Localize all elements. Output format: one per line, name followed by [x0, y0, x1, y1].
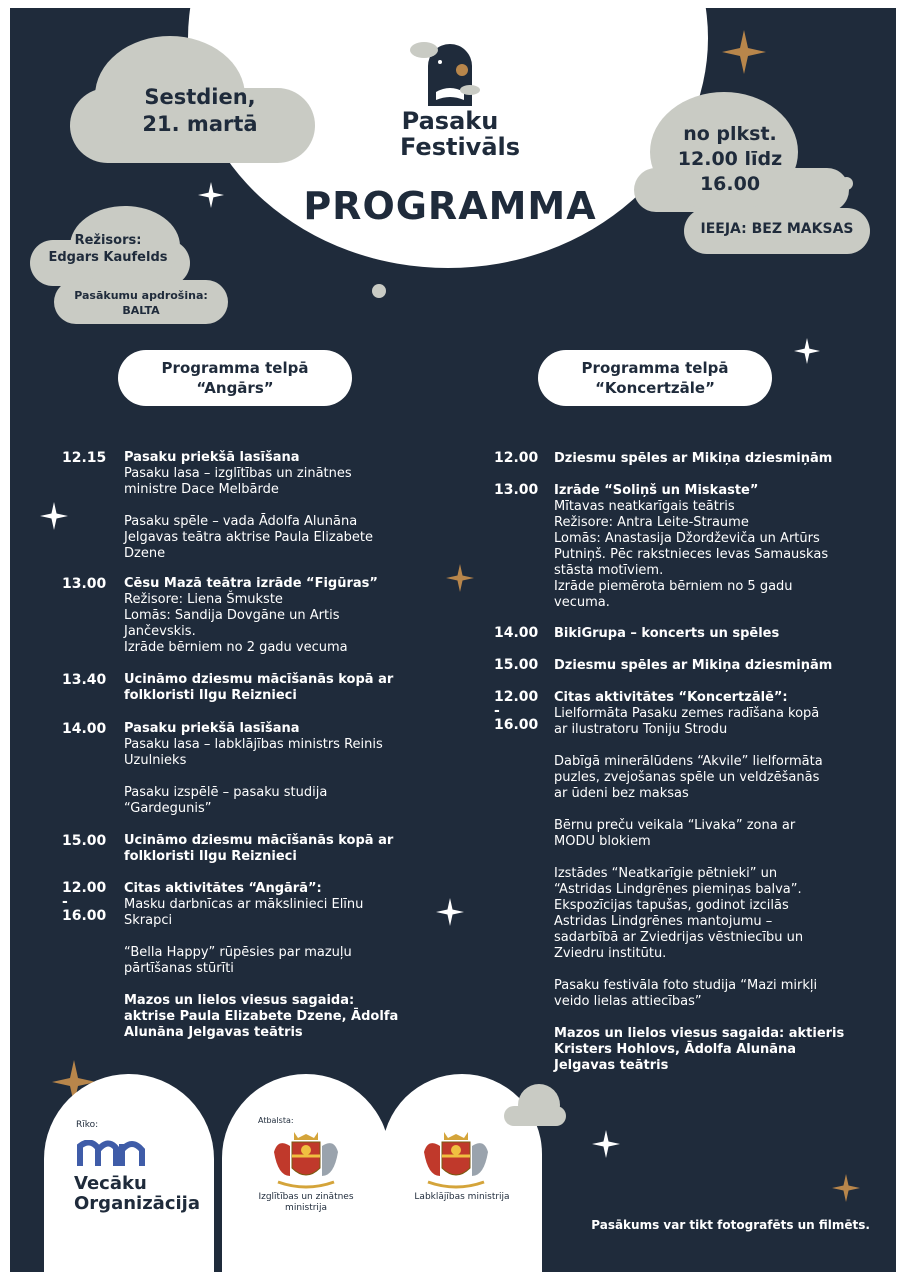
program-item: [554, 483, 854, 611]
director-name: Edgars Kaufelds: [48, 250, 168, 265]
time-end: 16.00: [62, 908, 107, 924]
time-label: 14.00: [62, 721, 107, 737]
heading-koncertzale: [538, 350, 772, 406]
director-label: Režisors:: [74, 233, 142, 248]
dot-1: [372, 284, 386, 298]
item-title: Mazos un lielos viesus sagaida:: [124, 993, 355, 1008]
program-item: [124, 576, 424, 656]
director: [38, 232, 178, 266]
ministry-1: [238, 1192, 374, 1214]
organizer-label: Rīko:: [76, 1120, 99, 1130]
coat-of-arms-icon: [418, 1130, 494, 1192]
item-title: Citas aktivitātes “Angārā”:: [124, 881, 322, 896]
heading-angars-line2: “Angārs”: [196, 379, 274, 397]
item-line: “Gardegunis”: [124, 801, 212, 816]
item-line: “Bella Happy” rūpēsies par mazuļu: [124, 945, 352, 960]
program-item: [124, 833, 424, 865]
time-label: 12.00: [494, 450, 539, 466]
item-line: Dzene: [124, 546, 166, 561]
item-line: Lielformāta Pasaku zemes radīšana kopā: [554, 706, 820, 721]
time-end: 16.00: [494, 717, 539, 733]
star-icon: [436, 898, 464, 926]
item-line: Izstādes “Neatkarīgie pētnieki” un: [554, 866, 778, 881]
time-range: [62, 881, 106, 923]
item-title: Mazos un lielos viesus sagaida: aktieris: [554, 1026, 845, 1041]
item-line: puzles, zvejošanas spēle un veldzēšanās: [554, 770, 820, 785]
moon-book-icon: [410, 32, 490, 108]
date-line2: 21. martā: [142, 112, 258, 136]
item-line: Jelgavas teātra aktrise Paula Elizabete: [124, 530, 374, 545]
item-title: Citas aktivitātes “Koncertzālē”:: [554, 690, 788, 705]
item-line: Pasaku izspēlē – pasaku studija: [124, 785, 328, 800]
star-icon: [832, 1174, 860, 1202]
item-title: folkloristi Ilgu Reiznieci: [124, 849, 297, 864]
program-item: [124, 672, 424, 704]
item-line: Lomās: Sandija Dovgāne un Artis: [124, 608, 340, 623]
item-line: Uzulnieks: [124, 753, 187, 768]
program-item: [124, 881, 424, 1041]
event-time: [640, 122, 820, 197]
program-item: [124, 721, 424, 817]
item-line: MODU blokiem: [554, 834, 651, 849]
item-title: Ucināmo dziesmu mācīšanās kopā ar: [124, 672, 394, 687]
time-dash: -: [494, 703, 500, 719]
star-icon: [722, 30, 766, 74]
insurer-label: Pasākumu apdrošina:: [74, 289, 208, 302]
item-line: veido lielas attiecības”: [554, 994, 702, 1009]
time-label: 15.00: [62, 833, 107, 849]
item-line: Skrapci: [124, 913, 173, 928]
item-title: Jelgavas teātris: [554, 1058, 669, 1073]
item-line: Mītavas neatkarīgais teātris: [554, 499, 735, 514]
poster: [10, 8, 896, 1272]
page-title: PROGRAMMA: [303, 184, 597, 228]
item-title: Pasaku priekšā lasīšana: [124, 721, 300, 736]
item-title: Dziesmu spēles ar Mikiņa dziesmiņām: [554, 451, 833, 466]
supporter-label: Atbalsta:: [258, 1116, 294, 1125]
item-line: Režisore: Antra Leite-Straume: [554, 515, 749, 530]
item-line: ministre Dace Melbārde: [124, 482, 279, 497]
ministry-1-line1: Izglītības un zinātnes: [258, 1192, 354, 1202]
logo-line1: Pasaku: [401, 107, 499, 135]
star-icon: [40, 502, 68, 530]
heading-angars-line1: Programma telpā: [161, 359, 309, 377]
item-line: Režisore: Liena Šmukste: [124, 592, 283, 607]
org-line1: Vecāku: [74, 1173, 147, 1194]
item-line: Astridas Lindgrēnes mantojumu –: [554, 914, 773, 929]
item-line: Pasaku lasa – izglītības un zinātnes: [124, 466, 352, 481]
item-line: pārtīšanas stūrīti: [124, 961, 234, 976]
item-line: vecuma.: [554, 595, 610, 610]
item-title: Kristers Hohlovs, Ādolfa Alunāna: [554, 1042, 797, 1057]
insurer: [54, 288, 228, 318]
event-date: [110, 84, 290, 138]
logo-line2: Festivāls: [400, 133, 521, 161]
item-title: folkloristi Ilgu Reiznieci: [124, 688, 297, 703]
time-label: 13.00: [62, 576, 107, 592]
program-item: [554, 690, 864, 1074]
item-line: Izrāde bērniem no 2 gadu vecuma: [124, 640, 348, 655]
item-line: sadarbībā ar Zviedrijas vēstniecību un: [554, 930, 804, 945]
item-line: Lomās: Anastasija Džordževiča un Artūrs: [554, 531, 820, 546]
program-item: [124, 450, 424, 562]
item-line: ar ūdeni bez maksas: [554, 786, 689, 801]
time-label: 14.00: [494, 625, 539, 641]
item-line: Ekspozīcijas tapušas, godinot izcilās: [554, 898, 789, 913]
organization-logo-icon: [76, 1140, 146, 1168]
item-title: Izrāde “Soliņš un Miskaste”: [554, 483, 759, 498]
time-range: [494, 690, 538, 732]
time-line1: no plkst.: [683, 123, 777, 145]
item-line: Jančevskis.: [124, 624, 196, 639]
footer-cloud-top: [518, 1084, 560, 1126]
item-line: Izrāde piemērota bērniem no 5 gadu: [554, 579, 793, 594]
program-item: [554, 658, 854, 674]
item-line: stāsta motīviem.: [554, 563, 664, 578]
item-line: Bērnu preču veikala “Livaka” zona ar: [554, 818, 796, 833]
item-line: ar ilustratoru Toniju Strodu: [554, 722, 728, 737]
time-label: 13.00: [494, 482, 539, 498]
item-line: “Astridas Lindgrēnes piemiņas balva”.: [554, 882, 802, 897]
ministry-2: Labklājības ministrija: [414, 1192, 510, 1202]
organization-name: [74, 1174, 200, 1214]
item-title: Cēsu Mazā teātra izrāde “Figūras”: [124, 576, 378, 591]
heading-angars: [118, 350, 352, 406]
star-icon: [446, 564, 474, 592]
item-title: Dziesmu spēles ar Mikiņa dziesmiņām: [554, 658, 833, 673]
date-line1: Sestdien,: [144, 85, 256, 109]
entry-free: IEEJA: BEZ MAKSAS: [700, 221, 854, 237]
item-title: BikiGrupa – koncerts un spēles: [554, 626, 780, 641]
program-item: [554, 626, 854, 642]
item-line: Zviedru institūtu.: [554, 946, 667, 961]
item-line: Putniņš. Pēc rakstnieces Ievas Samauskas: [554, 547, 829, 562]
heading-koncertzale-line2: “Koncertzāle”: [595, 379, 715, 397]
festival-logo: [400, 32, 521, 182]
time-start: 12.00: [62, 880, 107, 896]
time-label: 12.15: [62, 450, 107, 466]
item-title: Alunāna Jelgavas teātris: [124, 1025, 303, 1040]
time-line2: 12.00 līdz: [677, 148, 783, 170]
item-line: Pasaku spēle – vada Ādolfa Alunāna: [124, 514, 358, 529]
program-item: [554, 451, 854, 467]
time-start: 12.00: [494, 689, 539, 705]
heading-koncertzale-line1: Programma telpā: [581, 359, 729, 377]
time-dash: -: [62, 894, 68, 910]
coat-of-arms-icon: [268, 1130, 344, 1192]
item-title: Ucināmo dziesmu mācīšanās kopā ar: [124, 833, 394, 848]
time-label: 13.40: [62, 672, 107, 688]
ministry-1-line2: ministrija: [285, 1203, 327, 1213]
item-title: Pasaku priekšā lasīšana: [124, 450, 300, 465]
photo-notice: Pasākums var tikt fotografēts un filmēts.: [591, 1218, 870, 1232]
time-line3: 16.00: [699, 173, 761, 195]
star-icon: [198, 182, 224, 208]
time-label: 15.00: [494, 657, 539, 673]
dot-2: [840, 177, 853, 190]
star-icon: [794, 338, 820, 364]
star-icon: [592, 1130, 620, 1158]
item-line: Masku darbnīcas ar mākslinieci Elīnu: [124, 897, 364, 912]
item-title: aktrise Paula Elizabete Dzene, Ādolfa: [124, 1009, 399, 1024]
item-line: Pasaku festivāla foto studija “Mazi mirkļi: [554, 978, 818, 993]
org-line2: Organizācija: [74, 1193, 200, 1214]
item-line: Dabīgā minerālūdens “Akvile” lielformāta: [554, 754, 823, 769]
item-line: Pasaku lasa – labklājības ministrs Reinis: [124, 737, 383, 752]
insurer-name: BALTA: [122, 304, 160, 317]
